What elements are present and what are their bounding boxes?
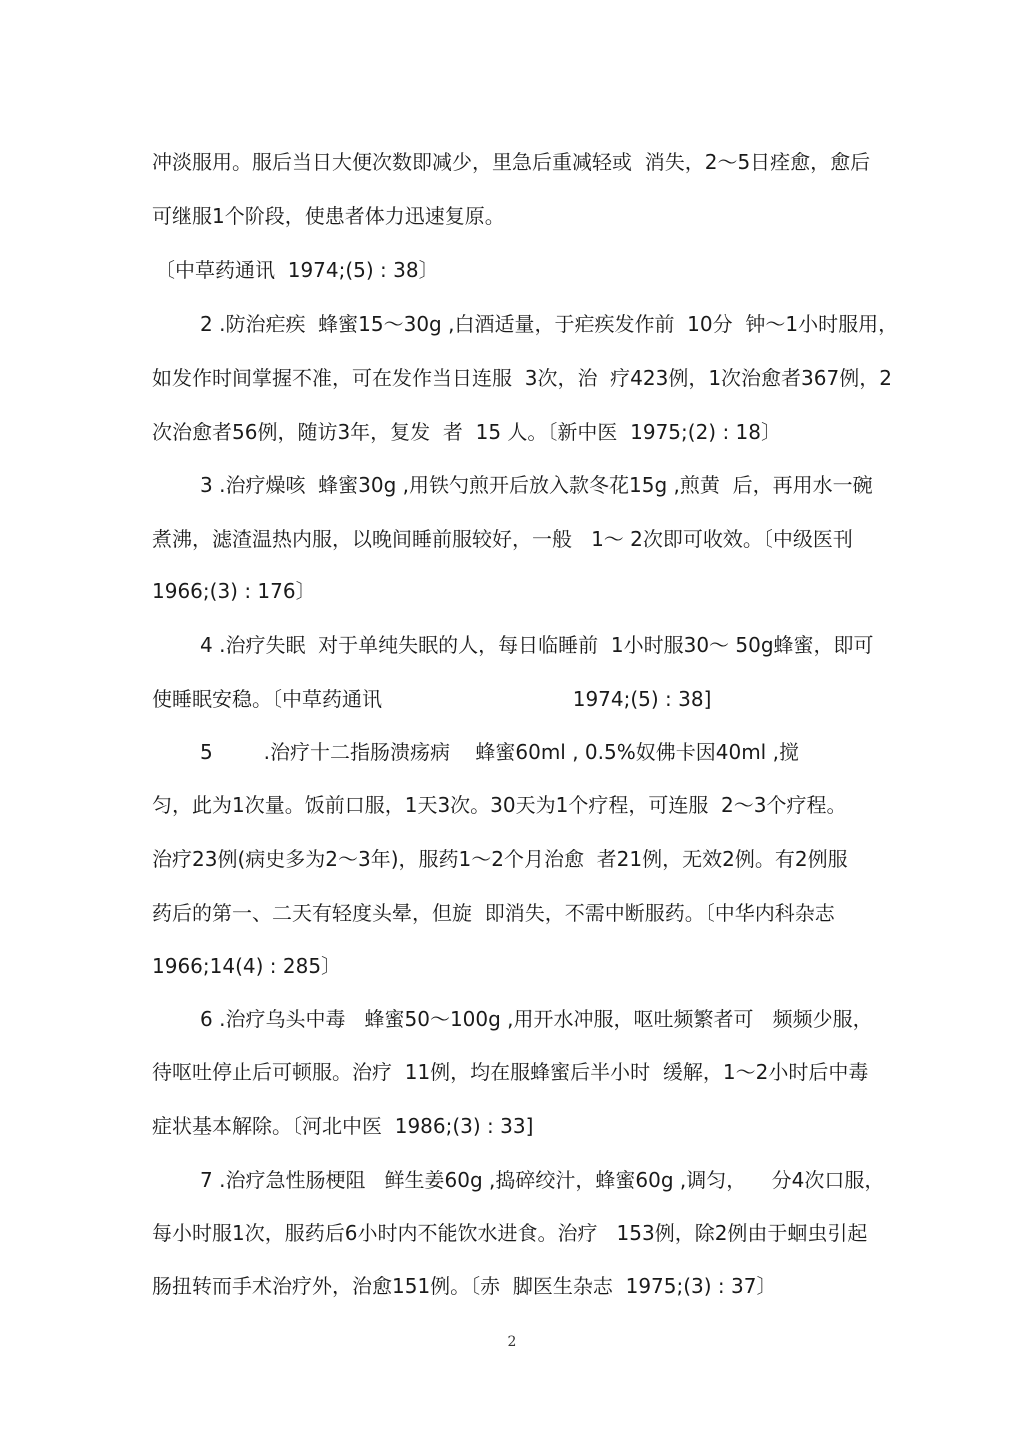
text-line: 冲淡服用。服后当日大便次数即减少，里急后重减轻或 消失，2～5日痊愈，愈后	[152, 150, 871, 174]
paragraph-heading-line: 5 .治疗十二指肠溃疡病 蜂蜜60ml , 0.5%奴佛卡因40ml ,搅	[200, 740, 799, 764]
paragraph-heading-line: 4 .治疗失眠 对于单纯失眠的人，每日临睡前 1小时服30～ 50g蜂蜜，即可	[200, 633, 874, 657]
text-line: 可继服1个阶段，使患者体力迅速复原。	[152, 204, 505, 228]
citation-line: 〔中草药通讯 1974;(5) : 38〕	[155, 258, 439, 282]
page-number: 2	[507, 1334, 517, 1350]
paragraph-heading-line: 7 .治疗急性肠梗阻 鲜生姜60g ,捣碎绞汁，蜂蜜60g ,调匀， 分4次口服，	[200, 1168, 885, 1192]
text-line: 1966;(3) : 176〕	[152, 579, 316, 603]
text-line: 待呕吐停止后可顿服。治疗 11例，均在服蜂蜜后半小时 缓解，1～2小时后中毒	[152, 1060, 869, 1084]
text-line: 匀，此为1次量。饭前口服，1天3次。30天为1个疗程，可连服 2～3个疗程。	[152, 793, 847, 817]
text-line: 如发作时间掌握不准，可在发作当日连服 3次，治 疗423例，1次治愈者367例，2	[152, 366, 892, 390]
paragraph-heading-line: 6 .治疗乌头中毒 蜂蜜50～100g ,用开水冲服，呕吐频繁者可 频频少服，	[200, 1007, 873, 1031]
text-line: 使睡眠安稳。〔中草药通讯 1974;(5) : 38]	[152, 687, 712, 711]
text-line: 每小时服1次，服药后6小时内不能饮水进食。治疗 153例，除2例由于蛔虫引起	[152, 1221, 868, 1245]
text-line: 治疗23例(病史多为2～3年)，服药1～2个月治愈 者21例，无效2例。有2例服	[152, 847, 848, 871]
text-line: 肠扭转而手术治疗外，治愈151例。〔赤 脚医生杂志 1975;(3) : 37〕	[152, 1274, 777, 1298]
text-line: 症状基本解除。〔河北中医 1986;(3) : 33]	[152, 1114, 534, 1138]
text-line: 药后的第一、二天有轻度头晕，但旋 即消失，不需中断服药。〔中华内科杂志	[152, 901, 835, 925]
text-line: 煮沸，滤渣温热内服，以晚间睡前服较好，一般 1～ 2次即可收效。〔中级医刊	[152, 527, 853, 551]
paragraph-heading-line: 2 .防治疟疾 蜂蜜15～30g ,白酒适量，于疟疾发作前 10分 钟～1小时服用，	[200, 312, 899, 336]
text-line: 1966;14(4) : 285〕	[152, 954, 342, 978]
paragraph-heading-line: 3 .治疗燥咳 蜂蜜30g ,用铁勺煎开后放入款冬花15g ,煎黄 后，再用水一碗	[200, 473, 873, 497]
text-line: 次治愈者56例，随访3年，复发 者 15 人。〔新中医 1975;(2) : 18〕	[152, 420, 781, 444]
